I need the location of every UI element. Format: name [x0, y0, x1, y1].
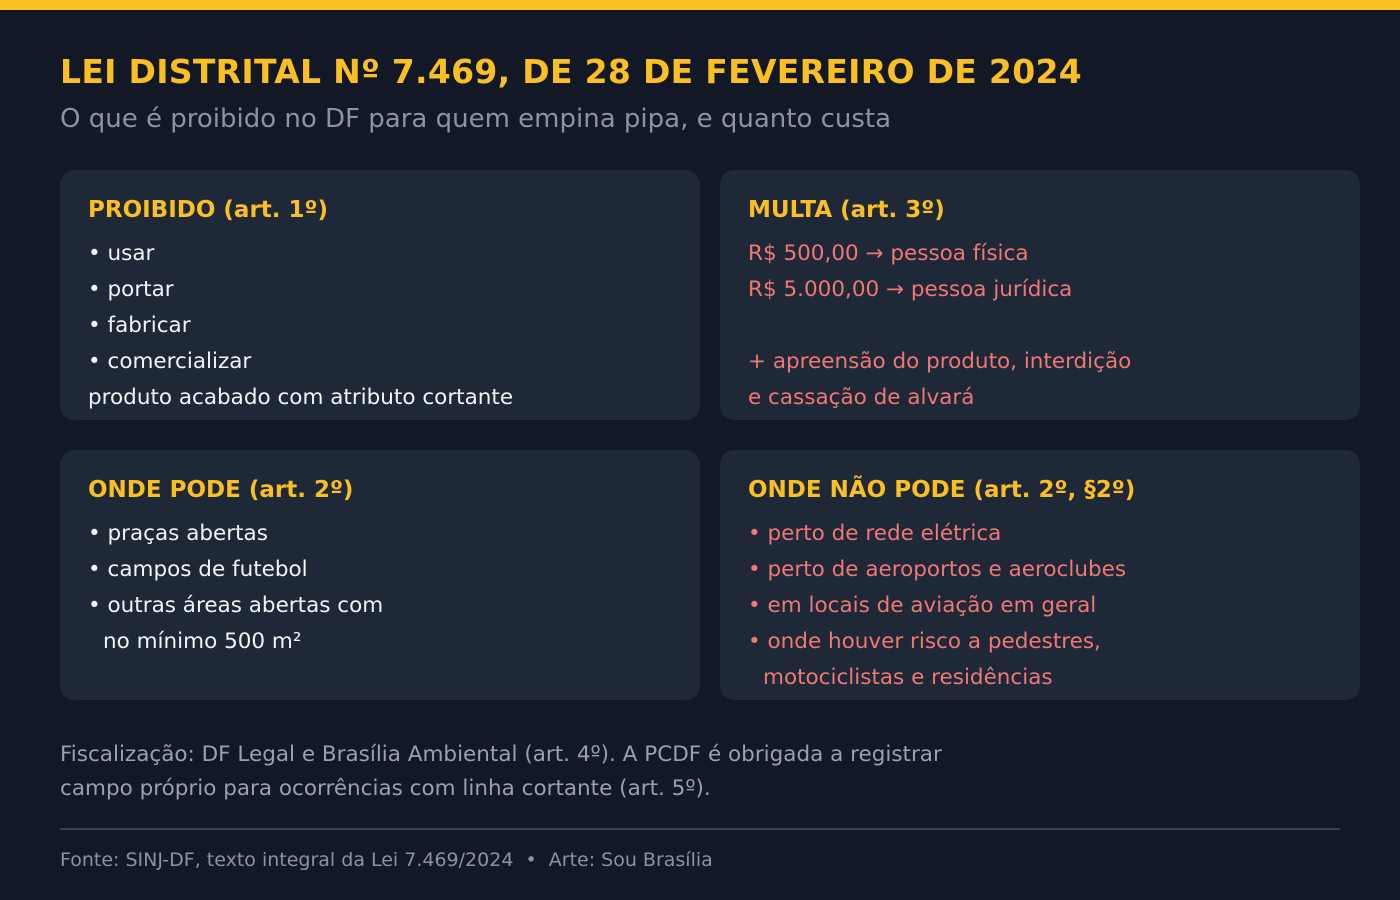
- prohibited-object-text: produto acabado com atributo cortante: [88, 385, 514, 410]
- note-line: campo próprio para ocorrências com linha cortante (art. 5º).: [60, 776, 711, 801]
- fine-card: [720, 170, 1360, 420]
- list-item-continuation: motociclistas e residências: [763, 665, 1053, 690]
- list-item: • comercializar: [88, 349, 252, 374]
- footer-divider: [60, 828, 1340, 830]
- top-accent-bar: [0, 0, 1400, 10]
- fine-individual: R$ 500,00 → pessoa física: [748, 241, 1029, 266]
- list-item: • perto de rede elétrica: [748, 521, 1002, 546]
- list-item: • portar: [88, 277, 174, 302]
- not-allowed-heading: ONDE NÃO PODE (art. 2º, §2º): [748, 477, 1136, 503]
- prohibited-card: [60, 170, 700, 420]
- list-item: • perto de aeroportos e aeroclubes: [748, 557, 1127, 582]
- prohibited-heading: PROIBIDO (art. 1º): [88, 197, 329, 223]
- fine-extra-line: e cassação de alvará: [748, 385, 975, 410]
- page-subtitle: O que é proibido no DF para quem empina pipa, e quanto custa: [60, 104, 892, 134]
- list-item-continuation: no mínimo 500 m²: [103, 629, 302, 654]
- fine-company: R$ 5.000,00 → pessoa jurídica: [748, 277, 1073, 302]
- list-item: • onde houver risco a pedestres,: [748, 629, 1101, 654]
- enforcement-note: [60, 738, 1160, 806]
- allowed-places-card: [60, 450, 700, 700]
- page-title: LEI DISTRITAL Nº 7.469, DE 28 DE FEVEREIRO DE 2024: [60, 52, 1082, 91]
- list-item: • fabricar: [88, 313, 191, 338]
- list-item: • em locais de aviação em geral: [748, 593, 1097, 618]
- list-item: • outras áreas abertas com: [88, 593, 384, 618]
- fine-extra-line: + apreensão do produto, interdição: [748, 349, 1132, 374]
- fine-heading: MULTA (art. 3º): [748, 197, 945, 223]
- spacer: [748, 308, 1332, 344]
- note-line: Fiscalização: DF Legal e Brasília Ambiental (art. 4º). A PCDF é obrigada a registrar: [60, 742, 942, 767]
- list-item: • praças abertas: [88, 521, 268, 546]
- forbidden-places-card: [720, 450, 1360, 700]
- list-item: • campos de futebol: [88, 557, 308, 582]
- source-credit: Fonte: SINJ-DF, texto integral da Lei 7.469/2024 • Arte: Sou Brasília: [60, 849, 713, 871]
- list-item: • usar: [88, 241, 155, 266]
- allowed-heading: ONDE PODE (art. 2º): [88, 477, 354, 503]
